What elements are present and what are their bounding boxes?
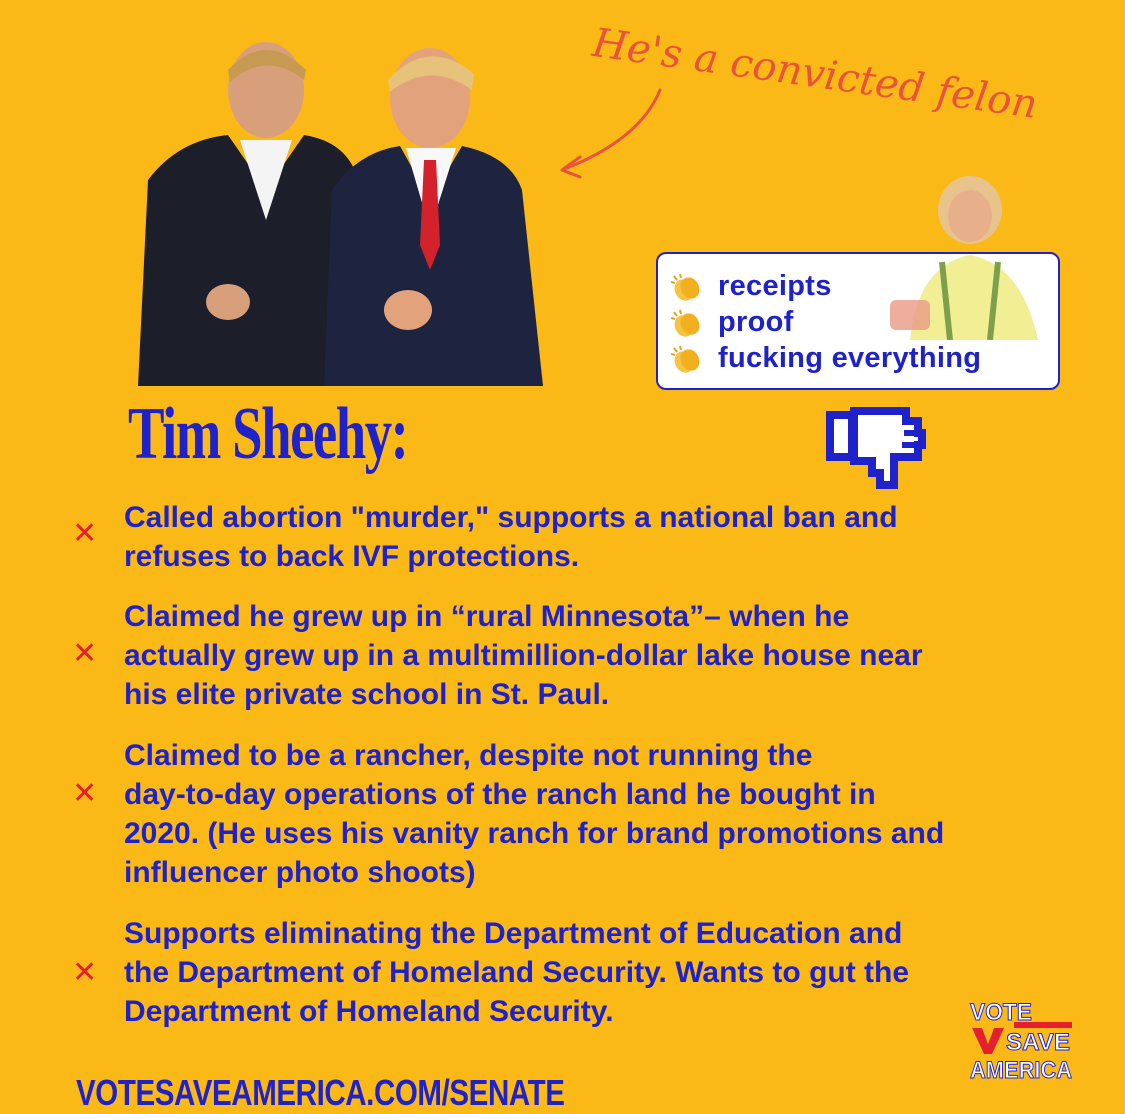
logo-line-vote: VOTE <box>970 999 1032 1026</box>
x-mark-icon: ✕ <box>72 636 98 671</box>
bullet-line: Claimed he grew up in “rural Minnesota”– when he <box>124 600 850 633</box>
bullet-line: the Department of Homeland Security. Wants to gut the <box>124 956 910 989</box>
thumbs-down-icon <box>824 395 926 493</box>
meme-woman-image <box>870 170 1055 340</box>
clapping-hands-icon <box>670 308 704 338</box>
candidate-name-headline: Tim Sheehy: <box>128 393 408 475</box>
bullet-line: actually grew up in a multimillion-dollar lake house near <box>124 639 923 672</box>
meme-row <box>670 270 832 303</box>
bullet-line: Supports eliminating the Department of Education and <box>124 917 903 950</box>
vote-save-america-logo <box>968 998 1076 1082</box>
annotation-arrow-icon <box>550 85 670 185</box>
clapping-hands-icon <box>670 272 704 302</box>
bullet-line: 2020. (He uses his vanity ranch for brand promotions and <box>124 817 945 850</box>
bullet-line: Claimed to be a rancher, despite not running the <box>124 739 813 772</box>
meme-row <box>670 306 794 339</box>
clapping-hands-icon <box>670 344 704 374</box>
x-mark-icon: ✕ <box>72 516 98 551</box>
bullet-line: Department of Homeland Security. <box>124 995 614 1028</box>
footer-url: VOTESAVEAMERICA.COM/SENATE <box>76 1072 565 1113</box>
photo-sheehy-and-trump <box>118 30 543 386</box>
bullet-line: his elite private school in St. Paul. <box>124 678 610 711</box>
logo-line-save: SAVE <box>1006 1029 1070 1056</box>
meme-line-receipts: receipts <box>718 270 832 302</box>
x-mark-icon: ✕ <box>72 955 98 990</box>
bullet-line: influencer photo shoots) <box>124 856 476 889</box>
bullet-line: refuses to back IVF protections. <box>124 540 580 573</box>
handwritten-annotation: He's a convicted felon <box>589 20 1041 128</box>
meme-row <box>670 342 981 375</box>
meme-line-everything: fucking everything <box>718 342 982 374</box>
logo-line-america: AMERICA <box>970 1057 1072 1082</box>
bullet-line: day-to-day operations of the ranch land he bought in <box>124 778 876 811</box>
x-mark-icon: ✕ <box>72 776 98 811</box>
meme-line-proof: proof <box>718 306 794 338</box>
bullet-item <box>124 597 1084 714</box>
bullet-item <box>124 736 1084 892</box>
bullet-item <box>124 498 1084 576</box>
bullet-item <box>124 914 1084 1031</box>
bullet-line: Called abortion "murder," supports a national ban and <box>124 501 898 534</box>
